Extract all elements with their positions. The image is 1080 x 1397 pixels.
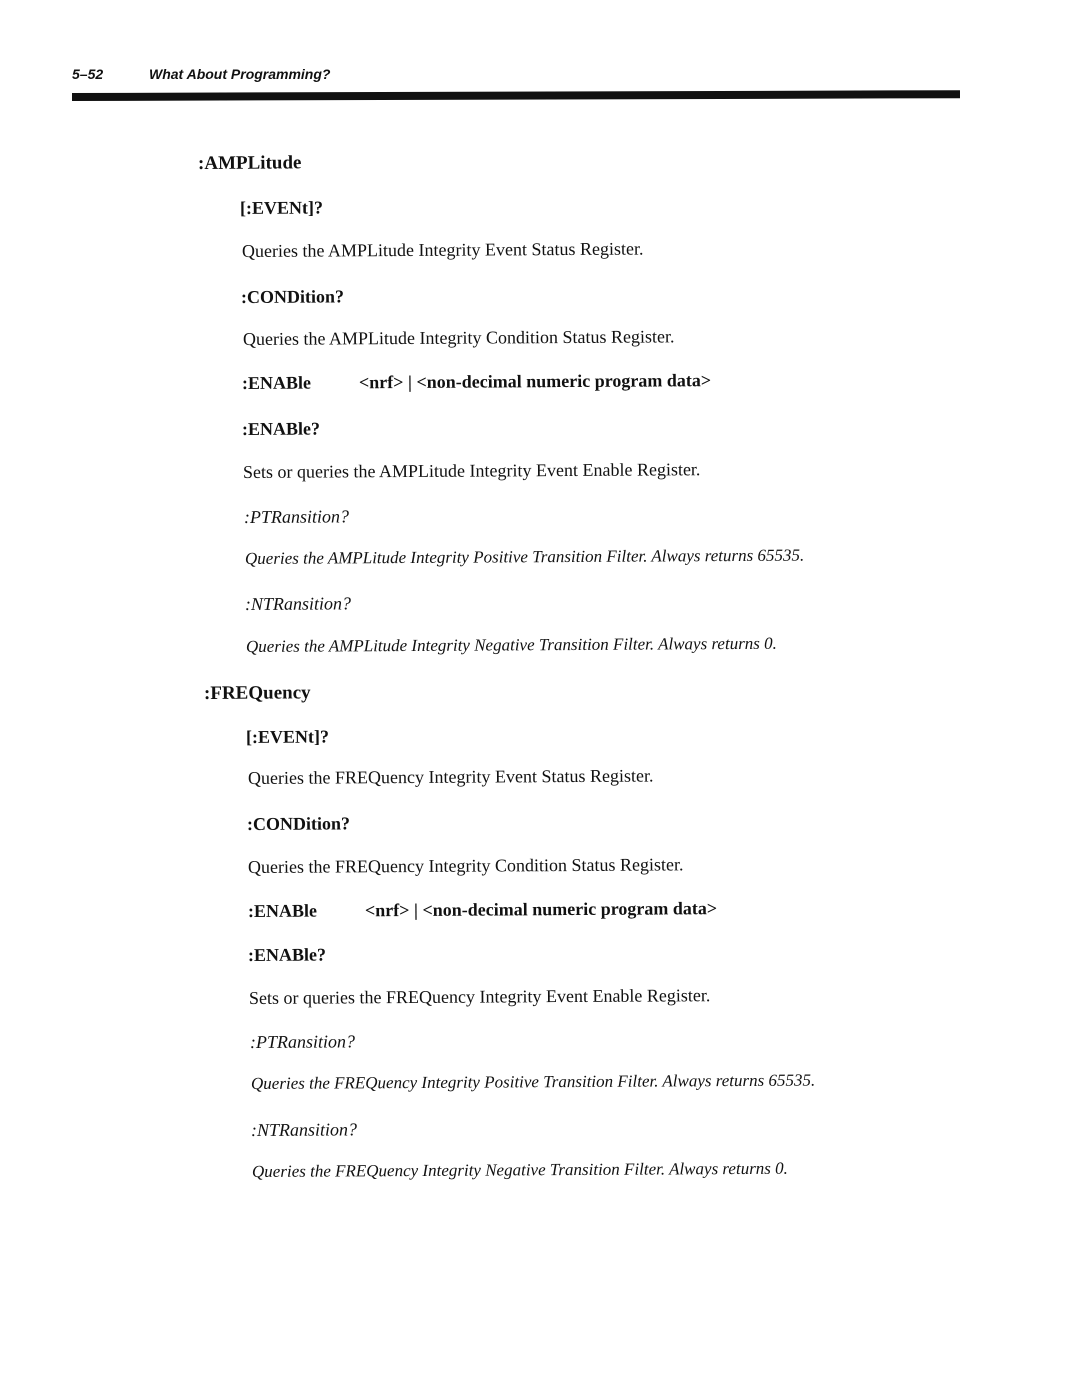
amplitude-enable-command-line xyxy=(242,370,711,394)
amplitude-ptransition-command: :PTRansition? xyxy=(243,506,350,527)
frequency-heading: :FREQuency xyxy=(203,682,311,704)
amplitude-enable-command: :ENABle xyxy=(241,372,312,393)
frequency-condition-description: Queries the FREQuency Integrity Condition Status Register. xyxy=(247,854,684,877)
frequency-enable-description: Sets or queries the FREQuency Integrity Event Enable Register. xyxy=(248,985,711,1008)
page-number: 5–52 xyxy=(72,66,104,82)
amplitude-enable-description: Sets or queries the AMPLitude Integrity Event Enable Register. xyxy=(242,459,701,482)
frequency-ptransition-command: :PTRansition? xyxy=(249,1031,356,1052)
amplitude-enable-parameter: <nrf> | <non-decimal numeric program data> xyxy=(358,370,712,393)
amplitude-ntransition-description: Queries the AMPLitude Integrity Negative Transition Filter. Always returns 0. xyxy=(245,633,777,656)
amplitude-ptransition-description: Queries the AMPLitude Integrity Positive Transition Filter. Always returns 65535. xyxy=(244,545,805,568)
frequency-condition-command: :CONDition? xyxy=(246,813,351,834)
amplitude-condition-description: Queries the AMPLitude Integrity Condition Status Register. xyxy=(242,326,675,349)
frequency-enable-command: :ENABle xyxy=(247,900,318,921)
frequency-ptransition-description: Queries the FREQuency Integrity Positive Transition Filter. Always returns 65535. xyxy=(250,1070,816,1093)
frequency-ntransition-description: Queries the FREQuency Integrity Negative Transition Filter. Always returns 0. xyxy=(251,1158,788,1181)
amplitude-condition-command: :CONDition? xyxy=(240,286,345,307)
amplitude-heading: :AMPLitude xyxy=(197,152,302,174)
frequency-enable-command-line xyxy=(248,898,717,922)
amplitude-event-command: [:EVENt]? xyxy=(239,197,324,218)
amplitude-ntransition-command: :NTRansition? xyxy=(244,593,352,614)
frequency-event-description: Queries the FREQuency Integrity Event Status Register. xyxy=(247,765,654,788)
frequency-ntransition-command: :NTRansition? xyxy=(250,1119,358,1140)
frequency-enable-parameter: <nrf> | <non-decimal numeric program data> xyxy=(364,898,718,921)
amplitude-enable-query-command: :ENABle? xyxy=(241,418,321,439)
frequency-event-command: [:EVENt]? xyxy=(245,726,330,747)
frequency-enable-query-command: :ENABle? xyxy=(247,944,327,965)
amplitude-event-description: Queries the AMPLitude Integrity Event Status Register. xyxy=(241,238,644,261)
running-title: What About Programming? xyxy=(149,66,331,82)
